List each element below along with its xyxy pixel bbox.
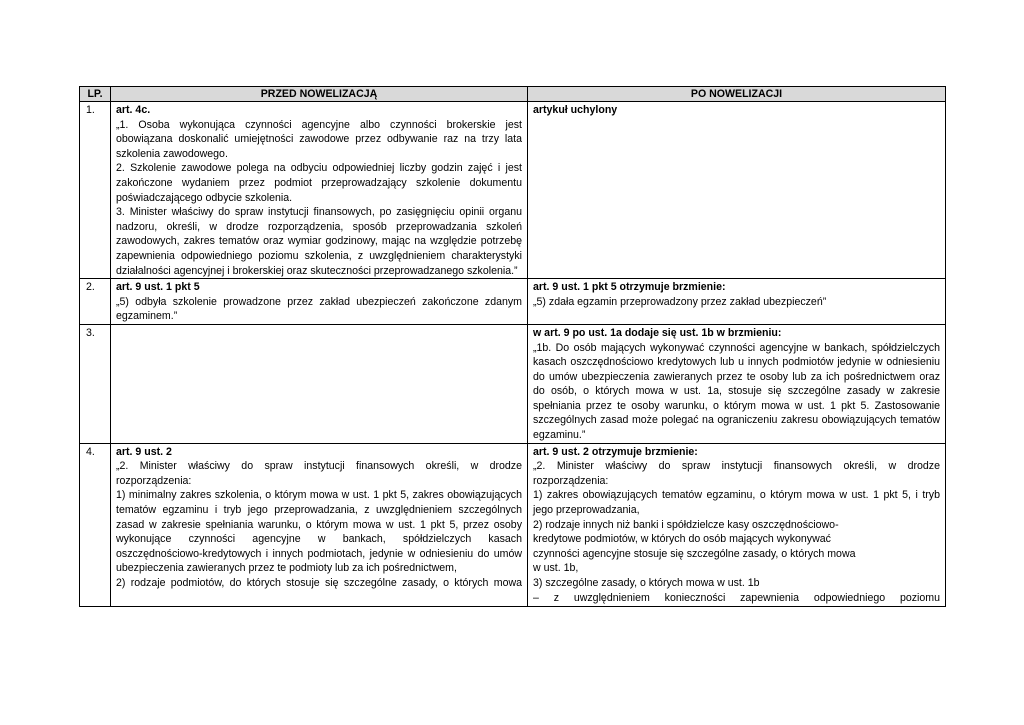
text-line: kredytowe podmiotów, w których do osób mających wykonywać xyxy=(533,533,831,546)
before-cell xyxy=(111,279,528,325)
row-number: 3. xyxy=(80,324,111,443)
text-line: w ust. 1b, xyxy=(533,562,579,575)
paragraph: „1b. Do osób mających wykonywać czynności agencyjne w bankach, spółdzielczych kasach oszczędnościowo kredytowych lub u innych podmiotów jedynie w odniesieniu do umów ubezpieczenia zawieranych przez te osoby lub za ich pośrednictwem oraz do osób, o których mowa w ust. 1a, stosuje się szczególne zasady w zakresie spełniania przez te osoby warunku, o którym mowa w ust. 1 pkt 5. Zastosowanie szczególnych zasad może polegać na ograniczeniu zakresu obowiązujących tematów egzaminu.” xyxy=(533,341,940,442)
article-heading: art. 9 ust. 1 pkt 5 otrzymuje brzmienie: xyxy=(533,281,726,294)
text-line: 3) szczególne zasady, o których mowa w ust. 1b xyxy=(533,577,760,589)
after-cell xyxy=(528,102,946,279)
paragraph: „2. Minister właściwy do spraw instytucji finansowych określi, w drodze rozporządzenia: xyxy=(116,460,522,487)
paragraph: „2. Minister właściwy do spraw instytucji finansowych określi, w drodze rozporządzenia: xyxy=(533,460,940,487)
header-after: PO NOWELIZACJI xyxy=(528,87,946,102)
text-line: – z uwzględnieniem konieczności zapewnienia odpowiedniego poziomu xyxy=(533,591,940,604)
after-cell xyxy=(528,443,946,606)
paragraph: „1. Osoba wykonująca czynności agencyjne albo czynności brokerskie jest obowiązana doskonalić umiejętności zawodowe przez odbywanie raz na trzy lata szkolenia zawodowego. xyxy=(116,118,522,160)
article-heading: art. 9 ust. 1 pkt 5 xyxy=(116,281,200,294)
paragraph: 3. Minister właściwy do spraw instytucji finansowych, po zasięgnięciu opinii organu nadzoru, określi, w drodze rozporządzenia, sposób przeprowadzania szkoleń zawodowych, zakres tematów oraz wymiar godzinowy, mając na względzie potrzebę zapewnienia odpowiedniego poziomu szkolenia, z uwzględnieniem charakterystyki działalności agencyjnej i brokerskiej oraz skuteczności przeprowadzanego szkolenia.” xyxy=(116,206,522,277)
after-cell xyxy=(528,324,946,443)
table-row xyxy=(80,102,946,279)
article-heading: art. 4c. xyxy=(116,104,151,116)
row-number: 4. xyxy=(80,443,111,606)
row-number: 2. xyxy=(80,279,111,325)
before-cell xyxy=(111,443,528,606)
header-before: PRZED NOWELIZACJĄ xyxy=(111,87,528,102)
legislation-comparison-table xyxy=(79,86,946,607)
article-heading: w art. 9 po ust. 1a dodaje się ust. 1b w brzmieniu: xyxy=(533,326,782,339)
before-cell xyxy=(111,324,528,443)
article-heading: art. 9 ust. 2 otrzymuje brzmienie: xyxy=(533,445,698,458)
table-row xyxy=(80,279,946,325)
header-lp: LP. xyxy=(80,87,111,102)
article-heading: art. 9 ust. 2 xyxy=(116,445,172,458)
text-line: 2) rodzaje innych niż banki i spółdzielcze kasy oszczędnościowo- xyxy=(533,518,839,531)
article-heading: artykuł uchylony xyxy=(533,104,618,116)
table-row xyxy=(80,443,946,606)
text-line: czynności agencyjne stosuje się szczególne zasady, o których mowa xyxy=(533,547,856,560)
paragraph: 2. Szkolenie zawodowe polega na odbyciu odpowiedniej liczby godzin zajęć i jest zakończone wydaniem przez podmiot przeprowadzający szkolenie dokumentu poświadczającego odbycie szkolenia. xyxy=(116,162,522,204)
text-line: 2) rodzaje podmiotów, do których stosuje się szczególne zasady, o których mowa xyxy=(116,577,522,589)
before-cell xyxy=(111,102,528,279)
table-row xyxy=(80,324,946,443)
paragraph: 1) minimalny zakres szkolenia, o którym mowa w ust. 1 pkt 5, zakres obowiązujących tematów egzaminu i tryb jego przeprowadzania, z uwzględnieniem szczególnych zasad w zakresie spełniania warunku, o którym mowa w ust. 1 pkt 5, przez osoby wykonujące czynności agencyjne w bankach, spółdzielczych kasach oszczędnościowo-kredytowych i innych podmiotach, jedynie w odniesieniu do umów ubezpieczenia zawieranych przez te podmioty lub za ich pośrednictwem, xyxy=(116,489,522,575)
row-number: 1. xyxy=(80,102,111,279)
paragraph-continued xyxy=(533,591,940,606)
table-header-row xyxy=(80,87,946,102)
paragraph: „5) odbyła szkolenie prowadzone przez zakład ubezpieczeń zakończone zdanym egzaminem.” xyxy=(116,295,522,323)
paragraph-continued xyxy=(116,576,522,591)
paragraph: 1) zakres obowiązujących tematów egzaminu, o którym mowa w ust. 1 pkt 5, i tryb jego przeprowadzania, xyxy=(533,489,940,517)
paragraph: „5) zdała egzamin przeprowadzony przez zakład ubezpieczeń” xyxy=(533,295,827,308)
after-cell xyxy=(528,279,946,325)
